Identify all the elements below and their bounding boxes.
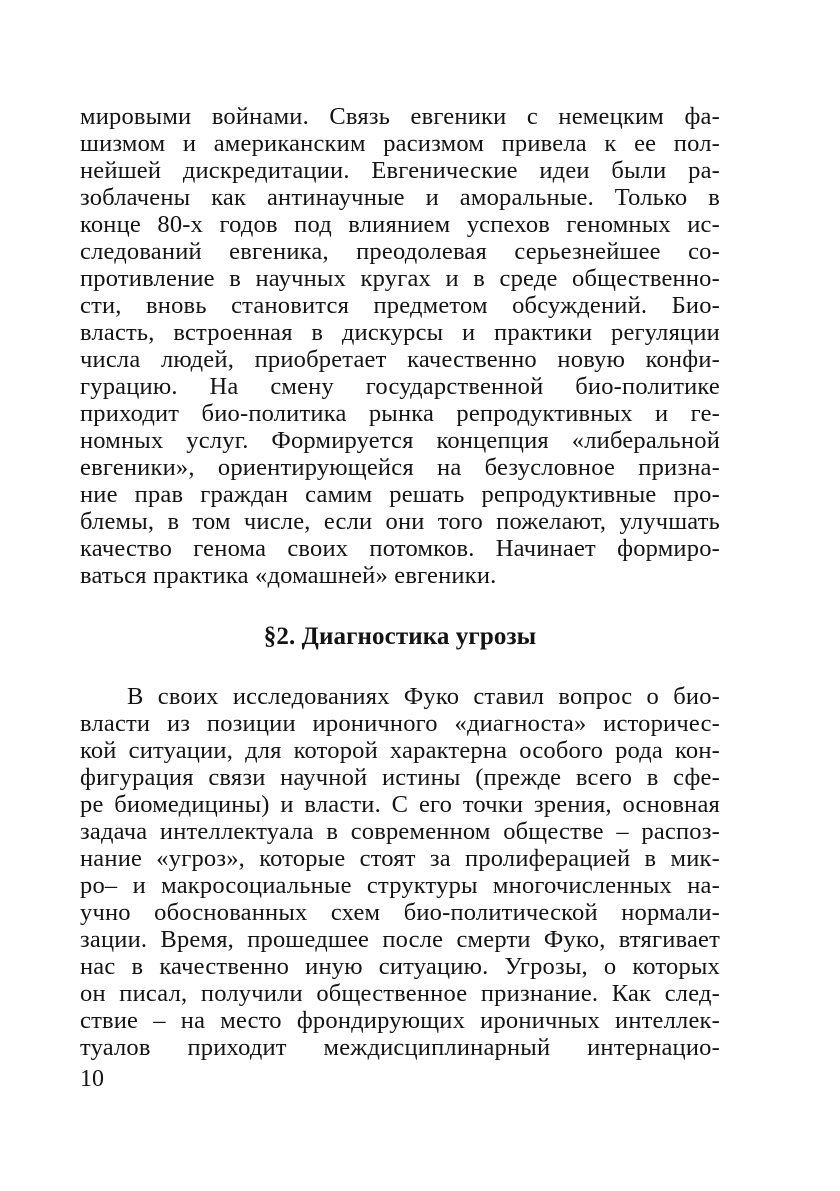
text-line: В своих исследованиях Фуко ставил вопрос о био- [127,683,720,710]
text-line: кой ситуации, для которой характерна особого рода кон- [80,737,720,764]
text-line: нейшей дискредитации. Евгенические идеи были ра- [80,157,720,184]
text-line: ваться практика «домашней» евгеники. [80,562,497,589]
text-line: противление в научных кругах и в среде общественно- [80,265,720,292]
text-line: зации. Время, прошедшее после смерти Фуко, втягивает [80,926,720,953]
page-number: 10 [80,1066,104,1092]
text-line: нас в качественно иную ситуацию. Угрозы, о которых [80,953,720,980]
text-line: приходит био-политика рынка репродуктивных и ге- [80,400,720,427]
text-line: власть, встроенная в дискурсы и практики регуляции [80,319,720,346]
section-heading: §2. Диагностика угрозы [263,623,537,650]
text-line: качество генома своих потомков. Начинает формиро- [80,535,720,562]
text-line: евгеники», ориентирующейся на безусловное призна- [80,454,720,481]
text-line: фигурация связи научной истины (прежде всего в сфе- [80,764,720,791]
text-line: номных услуг. Формируется концепция «либеральной [80,427,720,454]
text-line: мировыми войнами. Связь евгеники с немецким фа- [80,103,720,130]
text-line: ние прав граждан самим решать репродуктивные про- [80,481,720,508]
text-line: гурацию. На смену государственной био-политике [80,373,720,400]
text-line: ствие – на место фрондирующих ироничных интеллек- [80,1007,720,1034]
text-line: он писал, получили общественное признание. Как след- [80,980,720,1007]
text-line: сти, вновь становится предметом обсуждений. Био- [80,292,720,319]
text-line: зоблачены как антинаучные и аморальные. Только в [80,184,720,211]
text-line: туалов приходит междисциплинарный интернацио- [80,1034,720,1061]
text-line: задача интеллектуала в современном обществе – распоз- [80,818,720,845]
text-line: шизмом и американским расизмом привела к ее пол- [80,130,720,157]
text-line: нание «угроз», которые стоят за пролиферацией в мик- [80,845,720,872]
text-line: ре биомедицины) и власти. С его точки зрения, основная [80,791,720,818]
text-line: учно обоснованных схем био-политической нормали- [80,899,720,926]
text-line: конце 80-х годов под влиянием успехов геномных ис- [80,211,720,238]
text-line: блемы, в том числе, если они того пожелают, улучшать [80,508,720,535]
text-line: следований евгеника, преодолевая серьезнейшее со- [80,238,720,265]
text-line: ро– и макросоциальные структуры многочисленных на- [80,872,720,899]
text-line: власти из позиции ироничного «диагноста» историчес- [80,710,720,737]
text-line: числа людей, приобретает качественно новую конфи- [80,346,720,373]
